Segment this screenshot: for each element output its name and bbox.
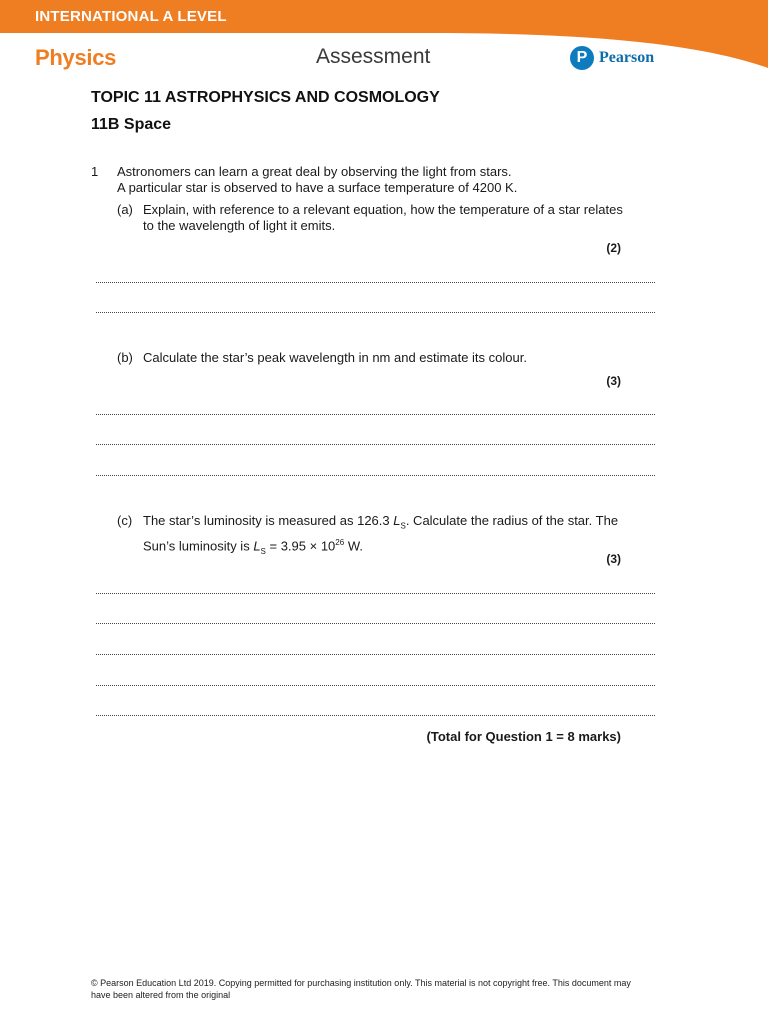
subject-title: Physics (35, 45, 117, 70)
answer-line[interactable] (96, 654, 655, 655)
answer-line[interactable] (96, 444, 655, 445)
part-a-text: Explain, with reference to a relevant equation, how the temperature of a star relates to the wavelength of light it emits. (143, 202, 623, 233)
part-a-marks: (2) (606, 241, 621, 255)
sun-subscript: S (260, 546, 266, 556)
answer-line[interactable] (96, 282, 655, 283)
topic-subtitle: 11B Space (91, 116, 172, 133)
exponent: 26 (335, 537, 345, 547)
assessment-label: Assessment (316, 45, 431, 68)
answer-line[interactable] (96, 475, 655, 476)
part-b-marks: (3) (606, 374, 621, 388)
part-c-text-1: The star’s luminosity is measured as 126.3 (143, 513, 394, 528)
sun-subscript: S (400, 521, 406, 531)
answer-line[interactable] (96, 685, 655, 686)
part-b-label: (b) (117, 350, 133, 365)
part-a-label: (a) (117, 202, 133, 217)
part-b-text: Calculate the star’s peak wavelength in nm and estimate its colour. (143, 350, 527, 365)
answer-line[interactable] (96, 414, 655, 415)
part-c-text-3: = 3.95 × 10 (265, 537, 336, 553)
question-intro-line1: Astronomers can learn a great deal by observing the light from stars. (117, 164, 512, 179)
question-number: 1 (91, 164, 99, 179)
pearson-logo-icon: P (570, 46, 594, 70)
part-c-text-4: W. (344, 537, 363, 553)
topic-title: TOPIC 11 ASTROPHYSICS AND COSMOLOGY (91, 89, 440, 106)
part-c-text-2: . Calculate the radius of the star. The Sun’s luminosity is (143, 513, 619, 553)
copyright-footer: © Pearson Education Ltd 2019. Copying permitted for purchasing institution only. This material is not copyright free. This document may have been altered from the original (91, 978, 631, 1000)
answer-line[interactable] (96, 593, 655, 594)
question-intro-line2: A particular star is observed to have a surface temperature of 4200 K. (117, 180, 518, 195)
answer-line[interactable] (96, 623, 655, 624)
qualification-label: INTERNATIONAL A LEVEL (35, 8, 227, 25)
part-c-text (143, 513, 633, 560)
answer-line[interactable] (96, 715, 655, 716)
luminosity-symbol: L (253, 537, 261, 553)
part-c-label: (c) (117, 513, 133, 528)
answer-line[interactable] (96, 312, 655, 313)
pearson-logo-text: Pearson (599, 49, 655, 66)
question-intro (117, 164, 637, 196)
luminosity-symbol: L (393, 513, 401, 528)
pearson-logo (570, 46, 654, 70)
part-c-marks: (3) (606, 552, 621, 566)
question-total: (Total for Question 1 = 8 marks) (426, 729, 621, 744)
